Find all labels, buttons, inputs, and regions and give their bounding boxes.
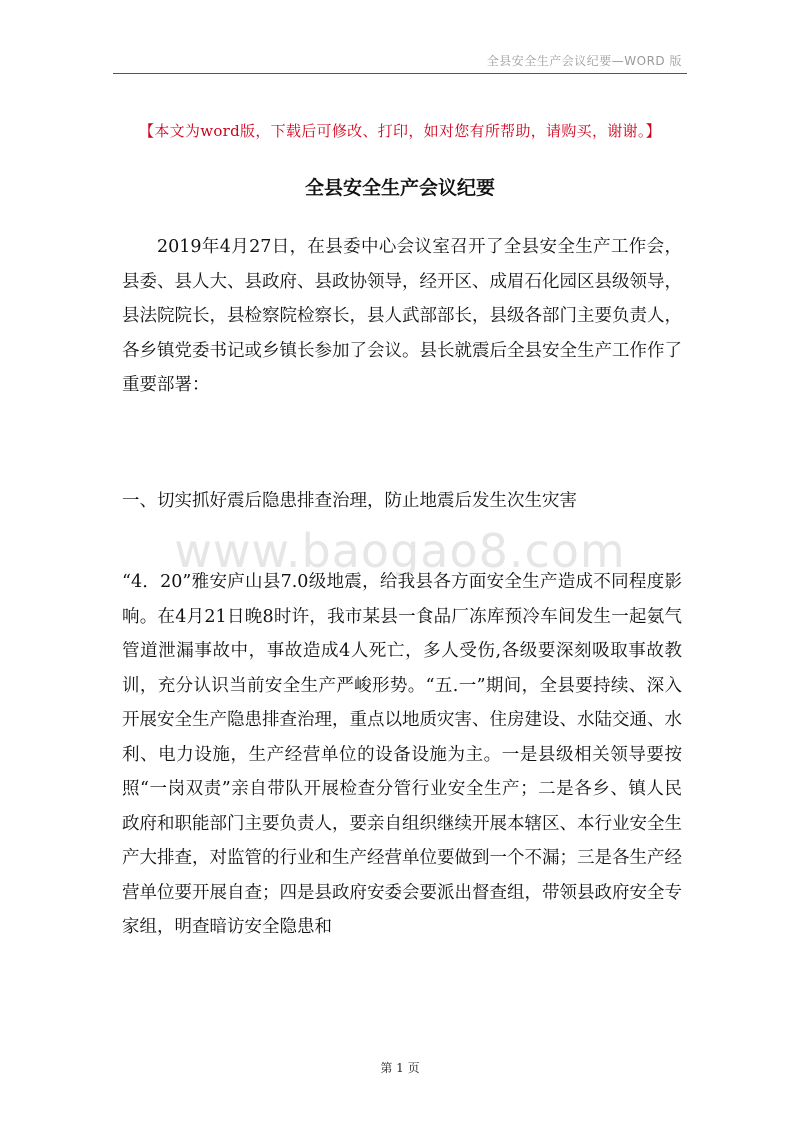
purchase-notice: 【本文为word版，下载后可修改、打印，如对您有所帮助，请购买，谢谢。】 (139, 122, 661, 140)
paragraph-intro: 2019年4月27日，在县委中心会议室召开了全县安全生产工作会，县委、县人大、县政府、县政协领导，经开区、成眉石化园区县级领导，县法院院长，县检察院检察长，县人武部部长，县级各部门主要负责人，各乡镇党委书记或乡镇长参加了会议。县长就震后全县安全生产工作作了重要部署： (122, 237, 682, 395)
paragraph-body: “4．20”雅安庐山县7.0级地震，给我县各方面安全生产造成不同程度影响。在4月21日晚8时许，我市某县一食品厂冻库预冷车间发生一起氨气管道泄漏事故中，事故造成4人死亡，多人受伤,各级要深刻吸取事故教训，充分认识当前安全生产严峻形势。“五.一”期间，全县要持续、深入开展安全生产隐患排查治理，重点以地质灾害、住房建设、水陆交通、水利、电力设施，生产经营单位的设备设施为主。一是县级相关领导要按照“一岗双责”亲自带队开展检查分管行业安全生产；二是各乡、镇人民政府和职能部门主要负责人，要亲自组织继续开展本辖区、本行业安全生产大排查，对监管的行业和生产经营单位要做到一个不漏；三是各生产经营单位要开展自查；四是县政府安委会要派出督查组，带领县政府安全专家组，明查暗访安全隐患和 (122, 572, 682, 937)
running-header: 全县安全生产会议纪要—WORD 版 (486, 54, 682, 68)
document-title: 全县安全生产会议纪要 (304, 177, 495, 199)
section-heading-1: 一、切实抓好震后隐患排查治理，防止地震后发生次生灾害 (122, 491, 577, 511)
header-divider (113, 73, 687, 74)
page-number: 第 1 页 (380, 1061, 420, 1075)
watermark: www.baogao8.com (174, 524, 626, 578)
